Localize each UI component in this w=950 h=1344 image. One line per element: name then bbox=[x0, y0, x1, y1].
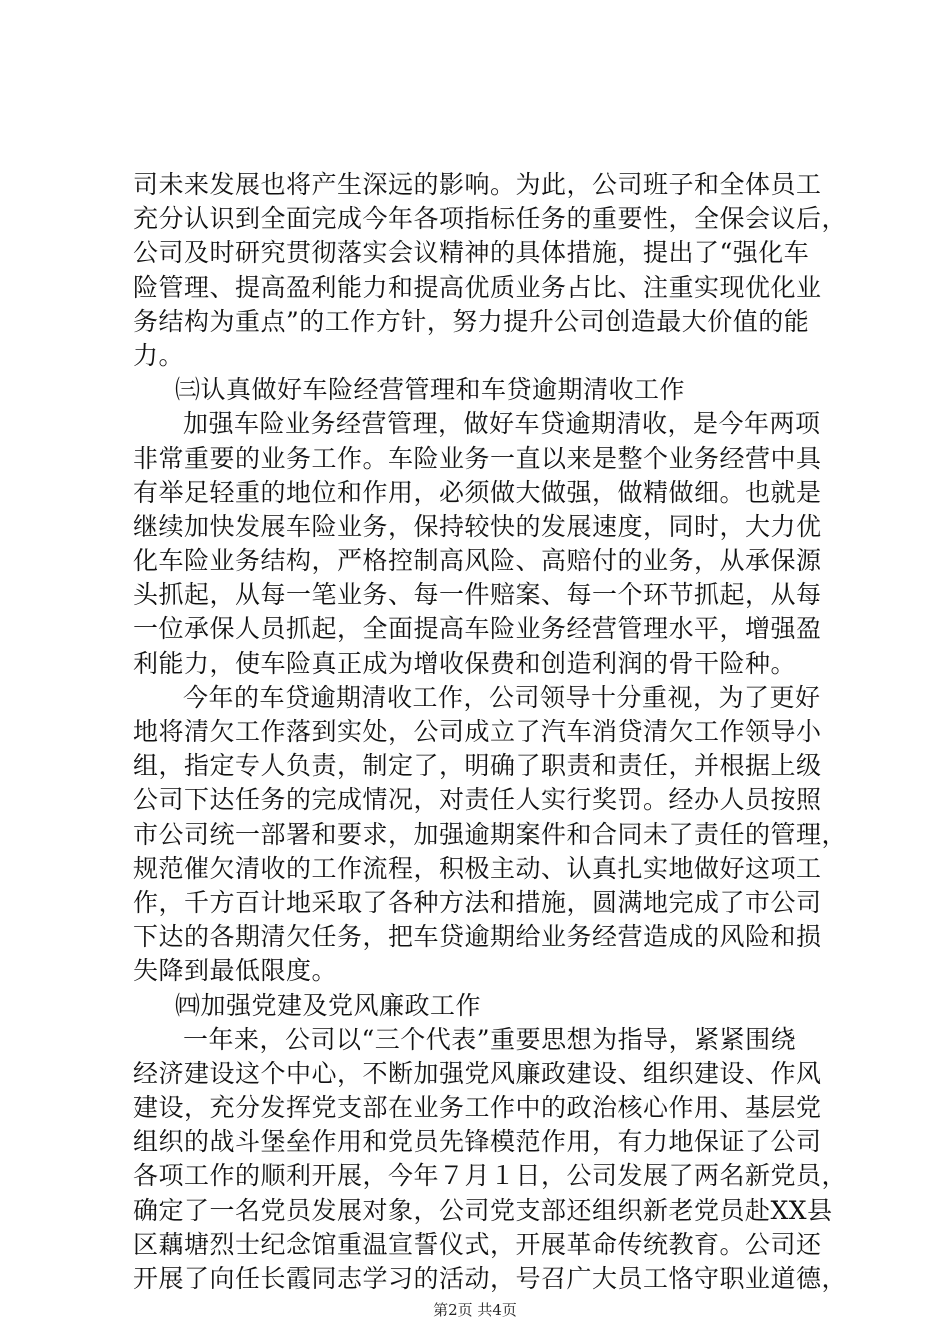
page-number-label: 第2页 共4页 bbox=[433, 1301, 517, 1319]
text-line: 各项工作的顺利开展，今年７月１日，公司发展了两名新党员， bbox=[133, 1161, 848, 1191]
text-line: 力。 bbox=[133, 340, 185, 370]
text-line: 下达的各期清欠任务，把车贷逾期给业务经营造成的风险和损 bbox=[133, 922, 822, 952]
section-heading: ㈣加强党建及党风廉政工作 bbox=[175, 990, 482, 1020]
text-line: 险管理、提高盈利能力和提高优质业务占比、注重实现优化业 bbox=[133, 272, 822, 302]
text-line: 一年来，公司以“三个代表”重要思想为指导，紧紧围绕 bbox=[183, 1024, 797, 1054]
text-line: 组织的战斗堡垒作用和党员先锋模范作用，有力地保证了公司 bbox=[133, 1127, 822, 1157]
text-line: 规范催欠清收的工作流程，积极主动、认真扎实地做好这项工 bbox=[133, 853, 822, 883]
text-line: 利能力，使车险真正成为增收保费和创造利润的骨干险种。 bbox=[133, 648, 797, 678]
text-line: 司未来发展也将产生深远的影响。为此，公司班子和全体员工 bbox=[133, 170, 822, 199]
text-line: 公司下达任务的完成情况，对责任人实行奖罚。经办人员按照 bbox=[133, 785, 822, 815]
document-body bbox=[133, 168, 848, 1296]
text-line: 化车险业务结构，严格控制高风险、高赔付的业务，从承保源 bbox=[133, 546, 822, 576]
text-line: 充分认识到全面完成今年各项指标任务的重要性，全保会议后， bbox=[133, 204, 848, 234]
text-line: 作，千方百计地采取了各种方法和措施，圆满地完成了市公司 bbox=[133, 887, 822, 917]
text-line: 确定了一名党员发展对象，公司党支部还组织新老党员赴XX县 bbox=[133, 1195, 833, 1225]
text-line: 公司及时研究贯彻落实会议精神的具体措施，提出了“强化车 bbox=[133, 238, 810, 268]
text-line: 继续加快发展车险业务，保持较快的发展速度，同时，大力优 bbox=[133, 511, 822, 541]
text-line: 加强车险业务经营管理，做好车贷逾期清收，是今年两项 bbox=[183, 409, 821, 439]
text-line: 开展了向任长霞同志学习的活动，号召广大员工恪守职业道德， bbox=[133, 1264, 848, 1293]
page-footer bbox=[0, 1300, 950, 1320]
text-line: 头抓起，从每一笔业务、每一件赔案、每一个环节抓起，从每 bbox=[133, 580, 822, 610]
text-line: 务结构为重点”的工作方针，努力提升公司创造最大价值的能 bbox=[133, 306, 810, 336]
text-line: 一位承保人员抓起，全面提高车险业务经营管理水平，增强盈 bbox=[133, 614, 822, 644]
text-line: 市公司统一部署和要求，加强逾期案件和合同未了责任的管理， bbox=[133, 819, 848, 849]
text-line: 地将清欠工作落到实处，公司成立了汽车消贷清欠工作领导小 bbox=[133, 717, 822, 746]
text-line: 建设，充分发挥党支部在业务工作中的政治核心作用、基层党 bbox=[133, 1093, 822, 1123]
text-line: 组，指定专人负责，制定了，明确了职责和责任，并根据上级 bbox=[133, 751, 822, 781]
text-line: 非常重要的业务工作。车险业务一直以来是整个业务经营中具 bbox=[133, 443, 822, 473]
text-line: 有举足轻重的地位和作用，必须做大做强，做精做细。也就是 bbox=[133, 477, 822, 507]
section-heading: ㈢认真做好车险经营管理和车贷逾期清收工作 bbox=[175, 375, 686, 405]
text-line: 区藕塘烈士纪念馆重温宣誓仪式，开展革命传统教育。公司还 bbox=[133, 1229, 822, 1259]
text-line: 经济建设这个中心，不断加强党风廉政建设、组织建设、作风 bbox=[133, 1058, 822, 1088]
text-line: 失降到最低限度。 bbox=[133, 956, 338, 986]
text-line: 今年的车贷逾期清收工作，公司领导十分重视，为了更好 bbox=[183, 682, 821, 712]
